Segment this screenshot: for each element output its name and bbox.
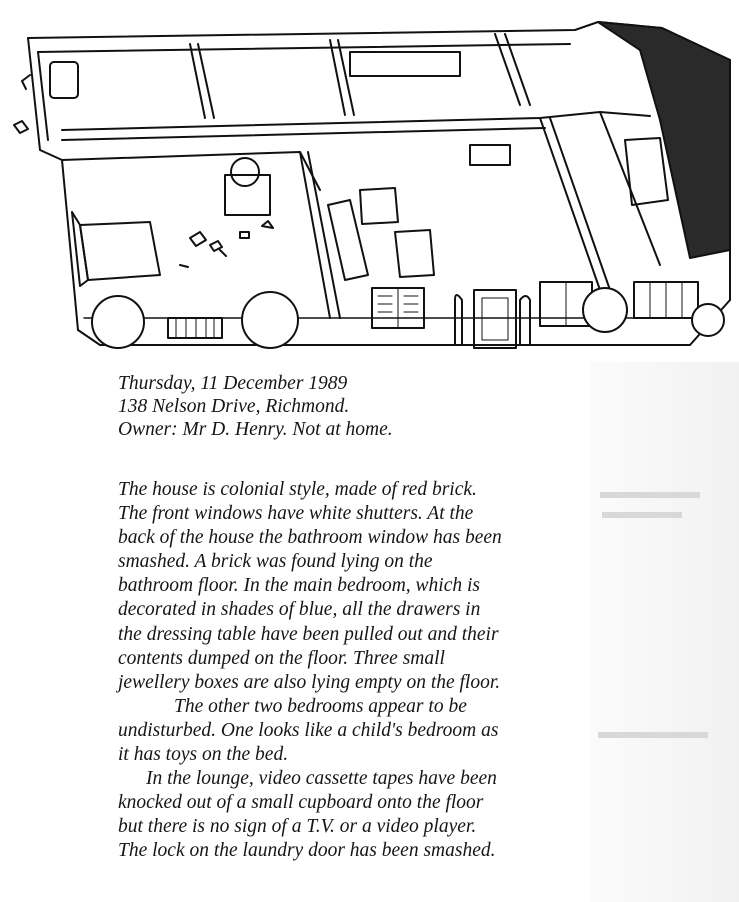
paragraph-line: In the lounge, video cassette tapes have been [146, 768, 497, 790]
paragraph-line: The other two bedrooms appear to be [174, 695, 467, 717]
report-address: 138 Nelson Drive, Richmond. [118, 396, 350, 417]
report-date: Thursday, 11 December 1989 [118, 373, 348, 394]
paragraph-line: decorated in shades of blue, all the drawers in [118, 599, 481, 621]
paragraph-line: bathroom floor. In the main bedroom, which is [118, 575, 481, 597]
house-floorplan-illustration [0, 0, 739, 362]
paragraph-line: smashed. A brick was found lying on the [118, 551, 433, 573]
report-paragraph-2 [118, 695, 588, 767]
paragraph-line: The front windows have white shutters. At the [118, 503, 474, 525]
page-edge-bleed [590, 362, 739, 902]
paragraph-line: it has toys on the bed. [118, 744, 289, 766]
paragraph-line: knocked out of a small cupboard onto the floor [118, 792, 484, 814]
report-owner: Owner: Mr D. Henry. Not at home. [118, 419, 393, 440]
paragraph-line: contents dumped on the floor. Three small [118, 647, 445, 669]
paragraph-line: but there is no sign of a T.V. or a video player. [118, 816, 477, 838]
report-paragraph-1 [118, 478, 588, 695]
paragraph-line: back of the house the bathroom window has been [118, 527, 502, 549]
report-paragraph-3 [118, 767, 588, 863]
house-cutaway-floorplan-icon [0, 0, 739, 362]
paragraph-line: The house is colonial style, made of red brick. [118, 479, 477, 500]
report-header [118, 372, 588, 441]
paragraph-line: The lock on the laundry door has been smashed. [118, 840, 496, 862]
paragraph-line: jewellery boxes are also lying empty on the floor. [118, 671, 501, 693]
report-body [118, 478, 588, 864]
paragraph-line: undisturbed. One looks like a child's bedroom as [118, 719, 499, 741]
paragraph-line: the dressing table have been pulled out and their [118, 623, 499, 645]
